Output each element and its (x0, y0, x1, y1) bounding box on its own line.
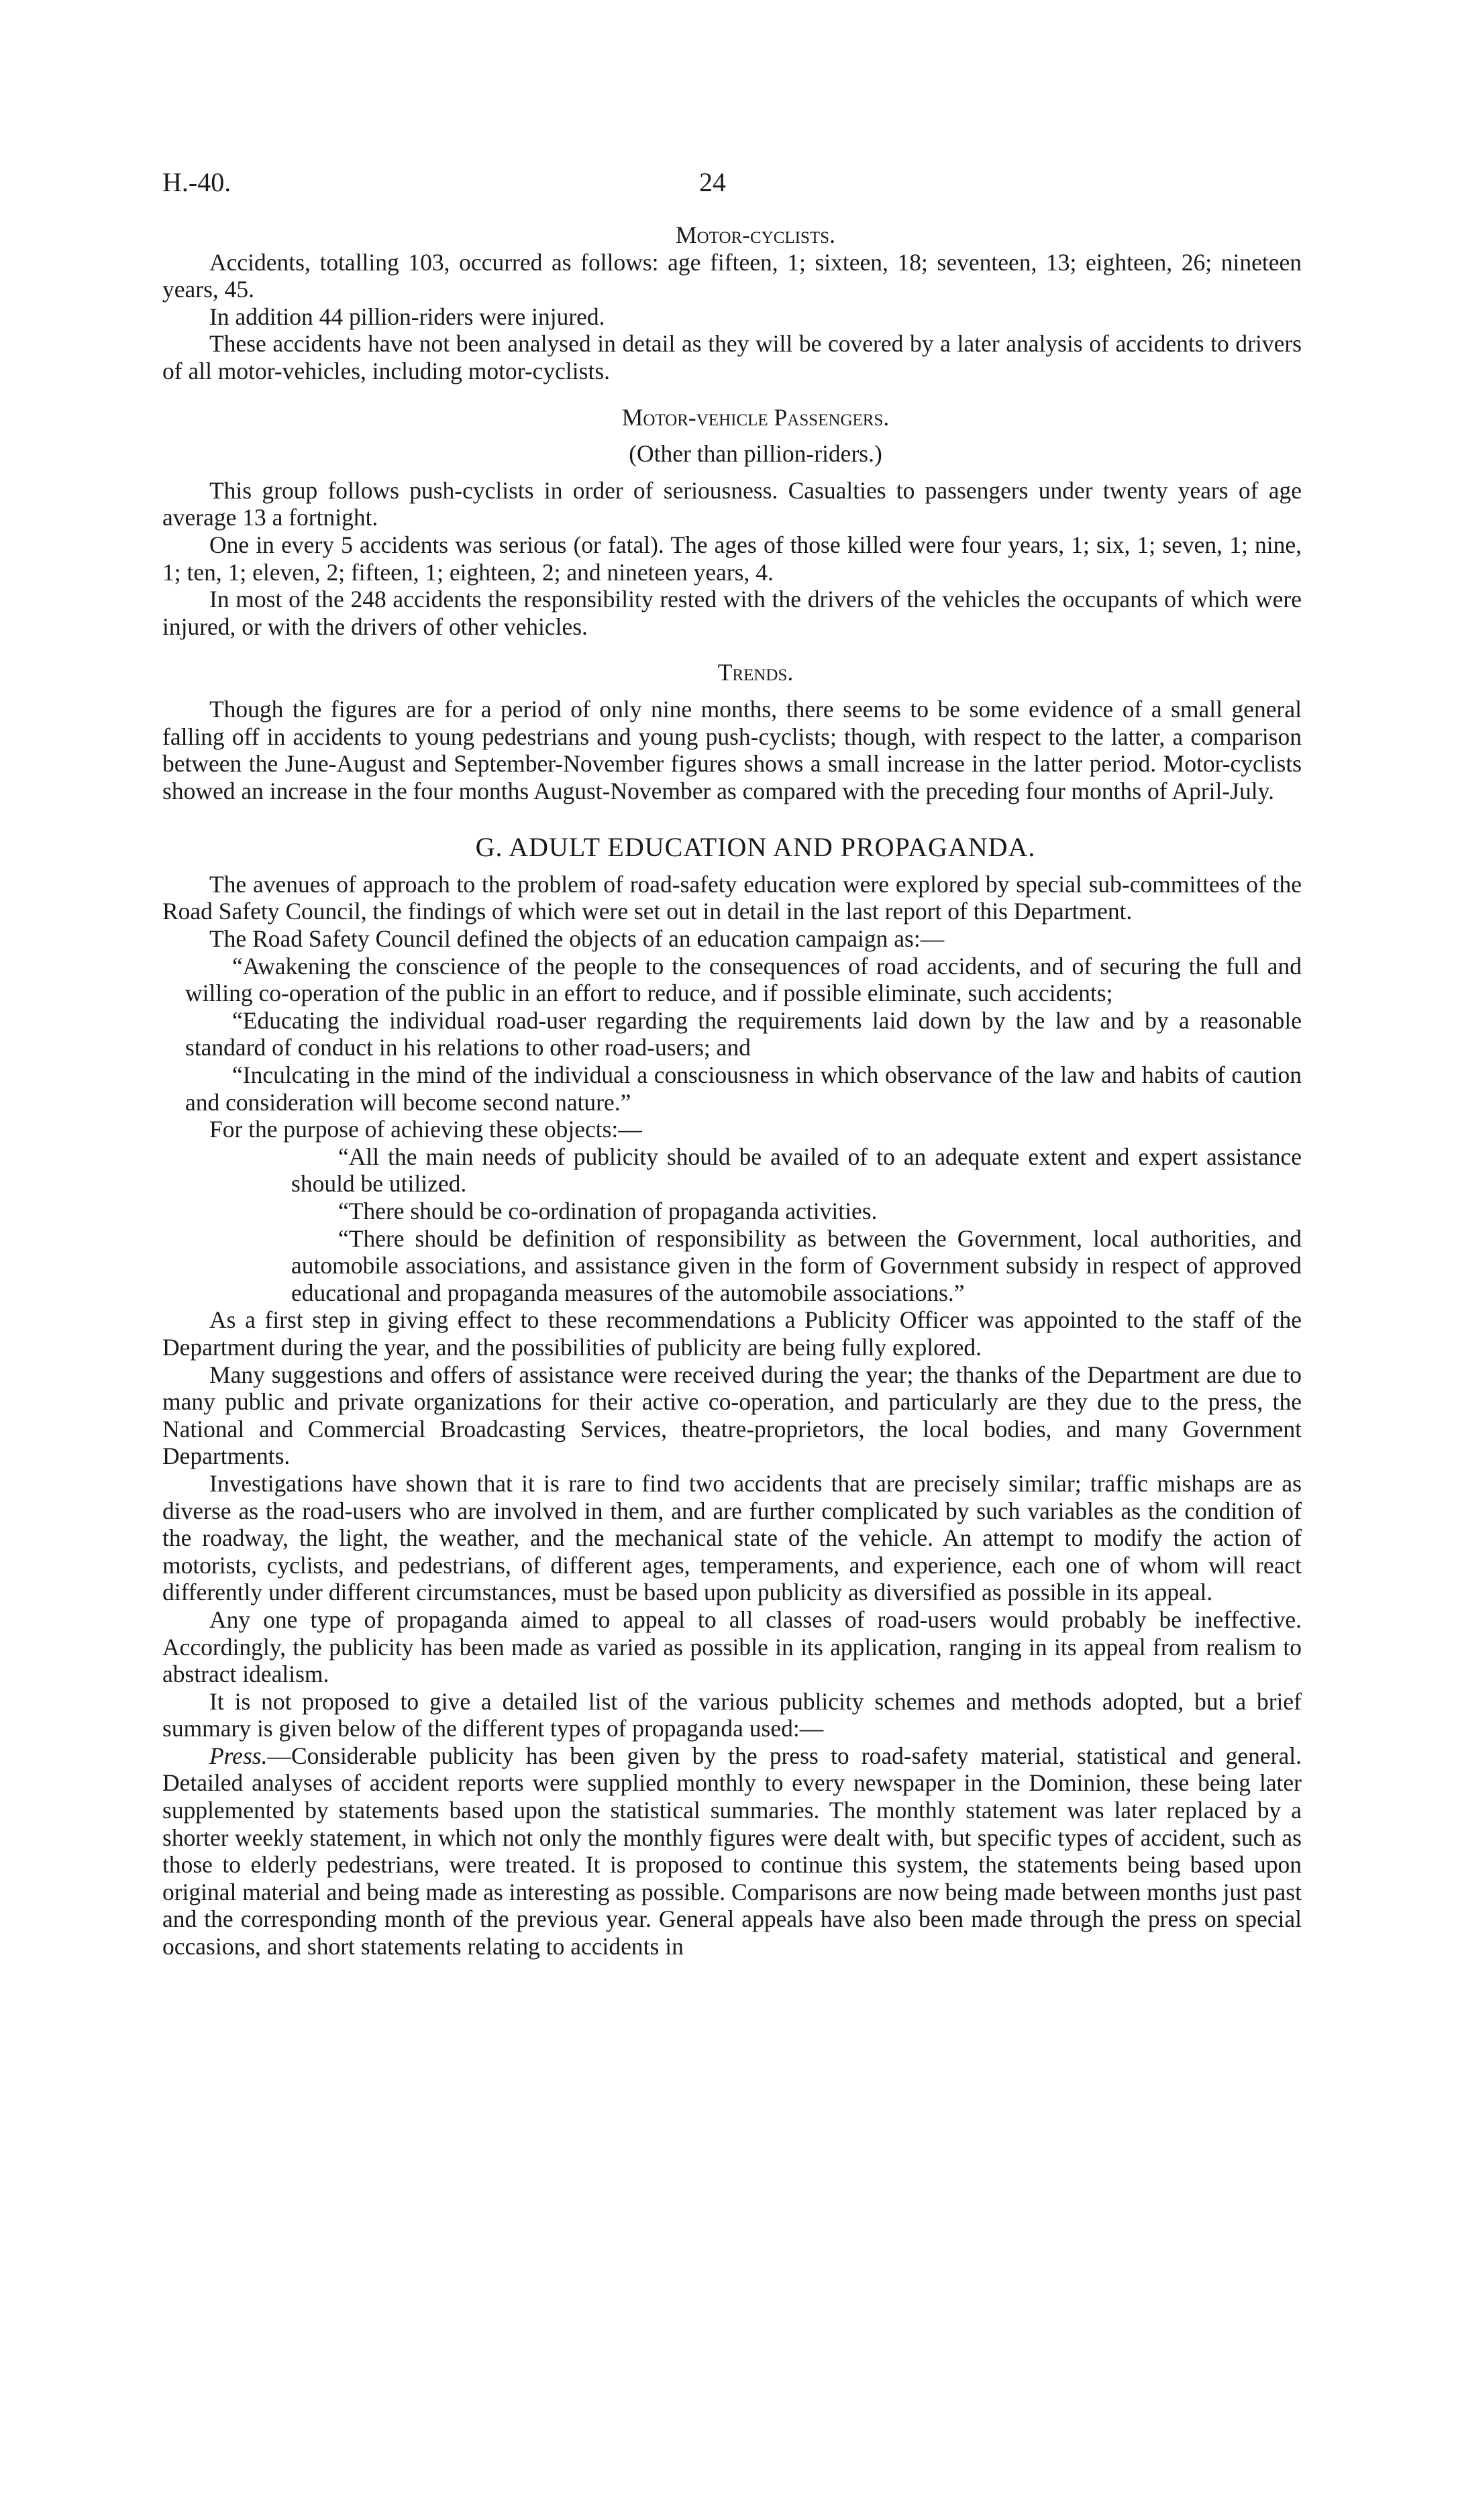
section-g-paragraph-5: Many suggestions and offers of assistance were received during the year; the thanks of the Department are due to many public and private organizations for their active co-operation, and particularly are they due to the press, the National and Commercial Broadcasting Services, theatre-proprietors, the local bodies, and many Government Departments. (162, 1361, 1302, 1470)
section-g-paragraph-4: As a first step in giving effect to these recommendations a Publicity Officer was appointed to the staff of the Department during the year, and the possibilities of publicity are being fully explored. (162, 1306, 1302, 1361)
section-g-paragraph-7: Any one type of propaganda aimed to appeal to all classes of road-users would probably be ineffective. Accordingly, the publicity has been made as varied as possible in its application, ranging in its appeal from realism to abstract idealism. (162, 1606, 1302, 1688)
section-g-paragraph-1: The avenues of approach to the problem of road-safety education were explored by special sub-committees of the Road Safety Council, the findings of which were set out in detail in the last report of this Department. (162, 870, 1302, 925)
object-item: “Inculcating in the mind of the individual a consciousness in which observance of the law and habits of caution and consideration will become second nature.” (185, 1061, 1302, 1116)
passengers-paragraph-1: This group follows push-cyclists in order of seriousness. Casualties to passengers under twenty years of age average 13 a fortnight. (162, 476, 1302, 531)
section-g-paragraph-2: The Road Safety Council defined the objects of an education campaign as:— (209, 925, 945, 953)
motor-cyclists-paragraph-2: In addition 44 pillion-riders were injured. (209, 303, 605, 330)
trends-heading: Trends. (717, 659, 794, 686)
section-g-paragraph-8: It is not proposed to give a detailed list of the various publicity schemes and methods adopted, but a brief summary is given below of the different types of propaganda used:— (162, 1687, 1302, 1742)
page-body (162, 221, 1302, 1960)
press-text: —Considerable publicity has been given by the press to road-safety material, statistical and general. Detailed analyses of accident reports were supplied monthly to every newspaper in the Dominion, these being later supplemented by statements based upon the statistical summaries. The monthly statement was later replaced by a shorter weekly statement, in which not only the monthly figures were dealt with, but specific types of accident, such as those to elderly pedestrians, were treated. It is proposed to continue this system, the statements being based upon original material and being made as interesting as possible. Comparisons are now being made between months just past and the corresponding month of the previous year. General appeals have also been made through the press on special occasions, and short statements relating to accidents in (162, 1742, 1302, 1960)
section-g-heading: G. ADULT EDUCATION AND PROPAGANDA. (475, 832, 1036, 863)
passengers-paragraph-2: One in every 5 accidents was serious (or fatal). The ages of those killed were four years, 1; six, 1; seven, 1; nine, 1; ten, 1; eleven, 2; fifteen, 1; eighteen, 2; and nineteen years, 4. (162, 531, 1302, 586)
page-header (162, 166, 1303, 207)
page-number: 24 (699, 167, 726, 197)
document-reference: H.-40. (162, 167, 231, 197)
passengers-heading: Motor-vehicle Passengers. (621, 403, 890, 431)
purpose-item: “All the main needs of publicity should be availed of to an adequate extent and expert assistance should be utilized. (291, 1143, 1302, 1198)
motor-cyclists-paragraph-1: Accidents, totalling 103, occurred as follows: age fifteen, 1; sixteen, 18; seventeen, 13; eighteen, 26; nineteen years, 45. (162, 248, 1302, 303)
trends-paragraph: Though the figures are for a period of only nine months, there seems to be some evidence of a small general falling off in accidents to young pedestrians and young push-cyclists; though, with respect to the latter, a comparison between the June-August and September-November figures shows a small increase in the latter period. Motor-cyclists showed an increase in the four months August-November as compared with the preceding four months of April-July. (162, 695, 1302, 804)
passengers-paragraph-3: In most of the 248 accidents the responsibility rested with the drivers of the vehicles the occupants of which were injured, or with the drivers of other vehicles. (162, 586, 1302, 640)
motor-cyclists-paragraph-3: These accidents have not been analysed in detail as they will be covered by a later analysis of accidents to drivers of all motor-vehicles, including motor-cyclists. (162, 330, 1302, 384)
motor-cyclists-heading: Motor-cyclists. (676, 221, 835, 248)
section-g-paragraph-6: Investigations have shown that it is rare to find two accidents that are precisely similar; traffic mishaps are as diverse as the road-users who are involved in them, and are further complicated by such variables as the condition of the roadway, the light, the weather, and the mechanical state of the vehicle. An attempt to modify the action of motorists, cyclists, and pedestrians, of different ages, temperaments, and experience, each one of whom will react differently under different circumstances, must be based upon publicity as diversified as possible in its appeal. (162, 1469, 1302, 1606)
object-item: “Educating the individual road-user regarding the requirements laid down by the law and by a reasonable standard of conduct in his relations to other road-users; and (185, 1006, 1302, 1061)
object-item: “Awakening the conscience of the people to the consequences of road accidents, and of securing the full and willing co-operation of the public in an effort to reduce, and if possible eliminate, such accidents; (185, 952, 1302, 1007)
press-label: Press. (209, 1742, 268, 1769)
press-paragraph (162, 1742, 1302, 1960)
purpose-item: “There should be co-ordination of propaganda activities. (338, 1198, 878, 1224)
passengers-subheading: (Other than pillion-riders.) (629, 440, 882, 468)
section-g-paragraph-3: For the purpose of achieving these objects:— (209, 1116, 642, 1143)
purpose-item: “There should be definition of responsibility as between the Government, local authorities, and automobile associations, and assistance given in the form of Government subsidy in respect of approved educational and propaganda measures of the automobile associations.” (291, 1224, 1302, 1306)
